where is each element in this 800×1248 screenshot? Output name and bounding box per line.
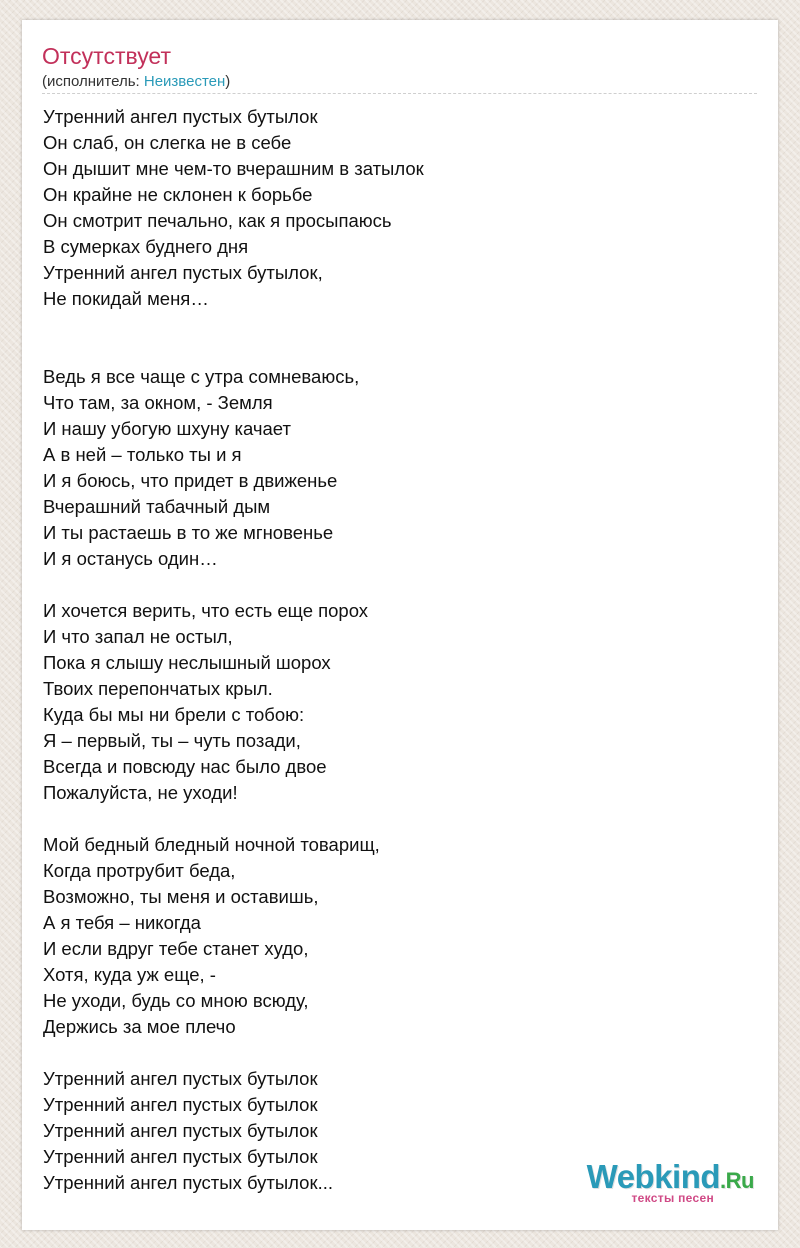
lyric-line: Он крайне не склонен к борьбе	[43, 184, 313, 205]
lyric-line: Утренний ангел пустых бутылок	[43, 1120, 318, 1141]
lyric-line	[43, 572, 424, 598]
lyric-line	[43, 338, 424, 364]
logo-tld: .Ru	[720, 1168, 754, 1193]
logo-tagline: тексты песен	[631, 1191, 714, 1205]
lyric-line: Он дышит мне чем-то вчерашним в затылок	[43, 158, 424, 179]
lyric-line: Пожалуйста, не уходи!	[43, 782, 238, 803]
lyric-line: Что там, за окном, - Земля	[43, 392, 273, 413]
lyric-line: Не уходи, будь со мною всюду,	[43, 990, 309, 1011]
lyric-line: Утренний ангел пустых бутылок	[43, 106, 318, 127]
lyric-line: И хочется верить, что есть еще порох	[43, 600, 369, 621]
lyric-line: И я боюсь, что придет в движенье	[43, 470, 338, 491]
lyric-line: Когда протрубит беда,	[43, 860, 236, 881]
lyric-line: А в ней – только ты и я	[43, 444, 242, 465]
performer-link[interactable]: Неизвестен	[143, 73, 226, 90]
lyric-line: Пока я слышу неслышный шорох	[43, 652, 331, 673]
lyric-line	[43, 312, 424, 338]
lyric-line: Утренний ангел пустых бутылок	[43, 1068, 318, 1089]
lyric-line: Утренний ангел пустых бутылок...	[43, 1172, 333, 1193]
lyric-line: И нашу убогую шхуну качает	[43, 418, 291, 439]
lyric-line: Не покидай меня…	[43, 288, 209, 309]
header-divider	[42, 93, 757, 94]
lyric-line: И если вдруг тебе станет худо,	[43, 938, 309, 959]
lyric-line: Твоих перепончатых крыл.	[43, 678, 273, 699]
lyric-line: И что запал не остыл,	[43, 626, 233, 647]
lyric-line: И ты растаешь в то же мгновенье	[43, 522, 334, 543]
lyric-line: А я тебя – никогда	[43, 912, 201, 933]
lyric-line: Держись за мое плечо	[43, 1016, 236, 1037]
lyric-line: Утренний ангел пустых бутылок	[43, 1094, 318, 1115]
logo-main-text: Webkind	[586, 1158, 721, 1195]
lyric-line	[43, 1040, 424, 1066]
lyric-line: Вчерашний табачный дым	[43, 496, 271, 517]
lyric-line: Утренний ангел пустых бутылок,	[43, 262, 323, 283]
lyric-line: Утренний ангел пустых бутылок	[43, 1146, 318, 1167]
lyric-line: Мой бедный бледный ночной товарищ,	[43, 834, 380, 855]
lyric-line: Он слаб, он слегка не в себе	[43, 132, 292, 153]
lyric-line: И я останусь один…	[43, 548, 218, 569]
performer-suffix: )	[225, 73, 231, 90]
lyric-line: Ведь я все чаще с утра сомневаюсь,	[43, 366, 360, 387]
site-logo[interactable]	[560, 1158, 760, 1208]
lyric-line: Хотя, куда уж еще, -	[43, 964, 216, 985]
lyric-line: Я – первый, ты – чуть позади,	[43, 730, 301, 751]
performer-line	[42, 72, 230, 92]
lyric-line: Возможно, ты меня и оставишь,	[43, 886, 319, 907]
song-title: Отсутствует	[42, 43, 171, 69]
performer-prefix: (исполнитель:	[42, 73, 144, 90]
lyric-line: Всегда и повсюду нас было двое	[43, 756, 327, 777]
lyrics-text	[43, 104, 424, 1196]
lyric-line	[43, 806, 424, 832]
lyric-line: Он смотрит печально, как я просыпаюсь	[43, 210, 392, 231]
lyric-line: В сумерках буднего дня	[43, 236, 249, 257]
lyrics-card	[22, 20, 778, 1230]
lyric-line: Куда бы мы ни брели с тобою:	[43, 704, 305, 725]
